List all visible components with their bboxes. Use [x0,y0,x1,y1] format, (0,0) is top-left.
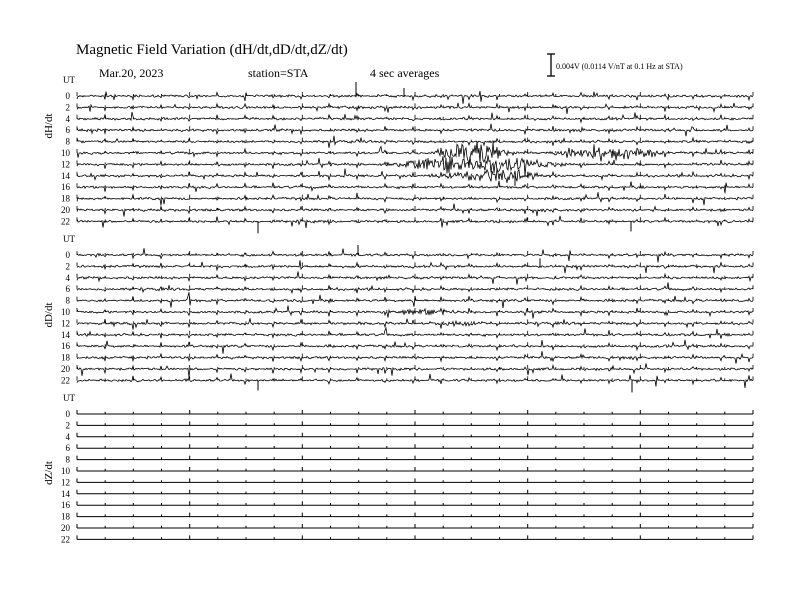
trace-dD-row-4 [77,271,753,284]
date-label: Mar.20, 2023 [99,66,164,80]
trace-dH-row-14 [77,168,753,183]
hour-label: 14 [61,329,70,340]
hour-label: 2 [65,420,70,431]
panel-dH [43,75,753,233]
trace-dH-row-20 [77,204,753,217]
averaging-label: 4 sec averages [370,66,440,80]
component-label: dZ/dt [43,461,55,485]
hour-label: 4 [65,113,70,124]
ut-label: UT [63,393,75,403]
hour-label: 4 [65,272,70,283]
panel-dZ [43,393,753,544]
hour-label: 10 [61,148,70,158]
hour-label: 14 [61,170,70,181]
panel-dD [43,234,753,392]
trace-dH-row-16 [77,181,753,194]
hour-label: 10 [61,466,70,476]
hour-label: 0 [65,409,70,419]
trace-dZ-row-20 [77,524,753,528]
hour-label: 18 [61,352,70,363]
trace-dZ-row-2 [77,421,753,425]
hour-label: 16 [61,182,70,193]
trace-dZ-row-14 [77,490,753,494]
ut-label: UT [63,234,75,244]
trace-dH-row-18 [77,192,753,205]
hour-label: 6 [65,125,70,136]
hour-label: 10 [61,307,70,317]
hour-label: 16 [61,341,70,352]
trace-dZ-row-8 [77,456,753,460]
hour-label: 6 [65,284,70,295]
hour-label: 22 [61,375,70,386]
hour-label: 12 [61,159,70,170]
ut-label: UT [63,75,75,85]
scale-bar [547,54,555,76]
hour-label: 0 [65,91,70,101]
trace-dH-row-8 [77,136,753,148]
trace-dH-row-2 [77,103,753,114]
trace-dZ-row-16 [77,501,753,505]
trace-dZ-row-12 [77,478,753,482]
trace-dZ-row-4 [77,433,753,437]
station-label: station=STA [248,66,309,80]
hour-label: 4 [65,431,70,442]
hour-label: 18 [61,511,70,522]
component-label: dH/dt [43,113,55,139]
hour-label: 12 [61,477,70,488]
trace-dZ-row-18 [77,513,753,517]
hour-label: 12 [61,318,70,329]
trace-dZ-row-6 [77,444,753,448]
hour-label: 20 [61,364,70,374]
trace-dH-row-0 [77,91,753,104]
hour-label: 8 [65,295,70,306]
hour-label: 14 [61,488,70,499]
hour-label: 2 [65,261,70,272]
hour-label: 18 [61,193,70,204]
trace-dD-row-22 [77,374,753,388]
trace-dD-row-16 [77,340,753,354]
hour-label: 8 [65,454,70,465]
hour-label: 6 [65,443,70,454]
trace-dD-row-12 [77,318,753,329]
trace-dD-row-0 [77,248,753,262]
trace-dD-row-8 [77,292,753,308]
trace-dZ-row-22 [77,535,753,539]
scale-bar-label: 0.004V (0.0114 V/nT at 0.1 Hz at STA) [556,62,683,71]
trace-dD-row-6 [77,282,753,293]
hour-label: 22 [61,534,70,545]
trace-dH-row-22 [77,216,753,228]
hour-label: 16 [61,500,70,511]
trace-dH-row-6 [77,124,753,136]
trace-dH-row-4 [77,112,753,122]
trace-dD-row-18 [77,351,753,363]
hour-label: 20 [61,205,70,215]
hour-label: 0 [65,250,70,260]
chart-title: Magnetic Field Variation (dH/dt,dD/dt,dZ/dt) [76,42,348,58]
hour-label: 22 [61,216,70,227]
trace-dZ-row-0 [77,410,753,414]
trace-dD-row-14 [77,328,753,339]
trace-dD-row-20 [77,363,753,377]
hour-label: 2 [65,102,70,113]
trace-dZ-row-10 [77,467,753,471]
hour-label: 8 [65,136,70,147]
trace-dD-row-2 [77,260,753,273]
component-label: dD/dt [43,302,55,328]
trace-dD-row-10 [77,306,753,319]
hour-label: 20 [61,523,70,533]
